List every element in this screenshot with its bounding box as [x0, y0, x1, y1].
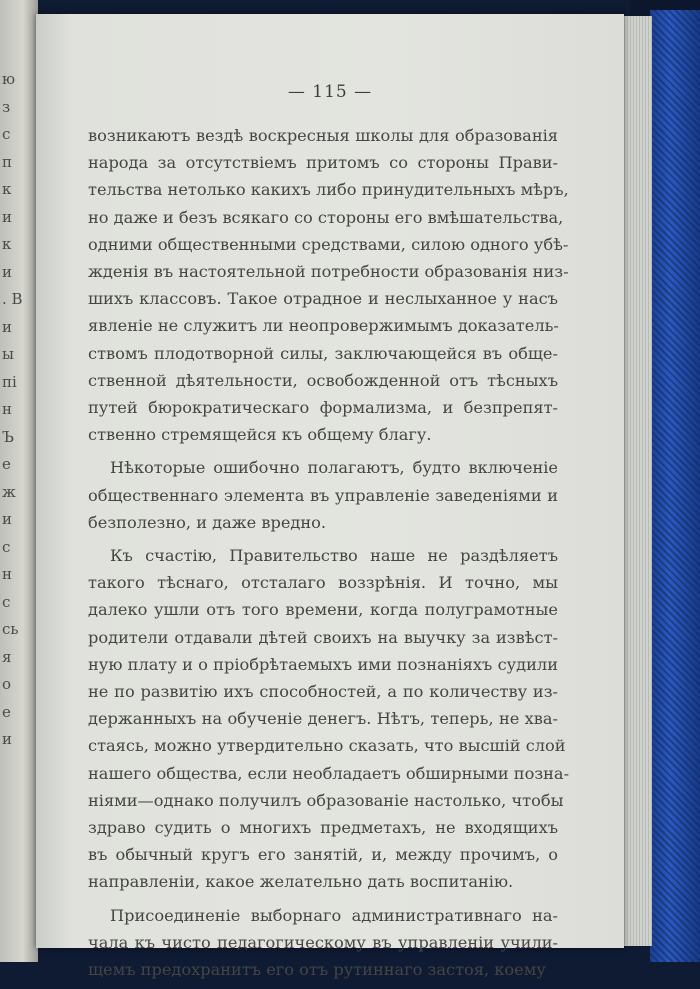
- left-page-fragment: с: [2, 592, 11, 611]
- text-line: стаясь, можно утвердительно сказать, что высшій слой: [88, 736, 566, 756]
- left-page-fragment: и: [2, 207, 12, 226]
- left-page-fragment: з: [2, 97, 11, 116]
- text-line: жденія въ настоятельной потребности образованія низ-: [88, 262, 569, 282]
- text-line: ствомъ плодотворной силы, заключающейся въ обще-: [88, 343, 558, 363]
- left-page-fragment: ж: [2, 482, 16, 501]
- text-line: безполезно, и даже вредно.: [88, 512, 327, 532]
- left-page-fragment: . В: [2, 290, 23, 308]
- text-line: держанныхъ на обученіе денегъ. Нѣтъ, теперь, не хва-: [88, 709, 558, 729]
- text-line: Присоединеніе выборнаго административнаго на-: [110, 905, 558, 925]
- left-page-fragment: к: [2, 180, 12, 198]
- left-page-fragment: с: [2, 537, 11, 556]
- left-page-fragment: и: [2, 510, 12, 528]
- text-line: родители отдавали дѣтей своихъ на выучку за извѣст-: [88, 627, 558, 647]
- text-line: ственно стремящейся къ общему благу.: [88, 425, 432, 445]
- left-page-edge: [0, 0, 38, 962]
- text-line: народа за отсутствіемъ притомъ со стороны Прави-: [88, 153, 558, 173]
- text-line: путей бюрократическаго формализма, и безпрепят-: [88, 398, 558, 418]
- body-text: [88, 122, 570, 989]
- paragraph: [88, 122, 569, 448]
- left-page-fragment: Ъ: [2, 427, 14, 446]
- text-line: здраво судить о многихъ предметахъ, не входящихъ: [88, 818, 558, 838]
- left-page-fragment: е: [2, 455, 11, 473]
- text-line: чала къ чисто педагогическому въ управленіи учили-: [88, 932, 558, 952]
- text-line: явленіе не служитъ ли неопровержимымъ доказатель-: [88, 316, 559, 336]
- text-line: Къ счастію, Правительство наше не раздѣляетъ: [110, 546, 558, 566]
- text-line: направленіи, какое желательно дать воспитанію.: [88, 872, 514, 892]
- left-page-fragment: п: [2, 152, 12, 171]
- text-line: ственной дѣятельности, освобожденной отъ тѣсныхъ: [88, 370, 558, 390]
- left-page-fragment: н: [2, 400, 12, 418]
- left-page-fragment: ы: [2, 345, 14, 363]
- left-page-fragment: и: [2, 730, 12, 748]
- text-line: одними общественными средствами, силою одного убѣ-: [88, 234, 569, 254]
- text-line: шихъ классовъ. Такое отрадное и неслыханное у насъ: [88, 289, 558, 309]
- paragraph: [88, 542, 570, 896]
- text-line: возникаютъ вездѣ воскресныя школы для образованія: [88, 126, 558, 145]
- text-line: щемъ предохранитъ его отъ рутиннаго застоя, коему: [88, 960, 546, 980]
- text-line: нашего общества, если необладаетъ обширными позна-: [88, 763, 570, 783]
- left-page-fragment: с: [2, 125, 11, 143]
- text-line: далеко ушли отъ того времени, когда полуграмотные: [88, 600, 558, 620]
- left-page-fragment: и: [2, 317, 12, 336]
- text-line: ніями—однако получилъ образованіе настолько, чтобы: [88, 790, 564, 810]
- text-line: ную плату и о пріобрѣтаемыхъ ими познаніяхъ судили: [88, 654, 558, 674]
- text-line: такого тѣснаго, отсталаго воззрѣнія. И точно, мы: [88, 573, 558, 593]
- book-cover: [650, 10, 700, 962]
- page-number: — 115 —: [287, 82, 373, 102]
- left-page-fragment: к: [2, 235, 12, 253]
- book-page: [36, 14, 624, 980]
- text-line: общественнаго элемента въ управленіе заведеніями и: [88, 485, 558, 505]
- left-page-fragment: ю: [2, 70, 16, 88]
- text-line: не по развитію ихъ способностей, а по количеству из-: [88, 682, 558, 702]
- text-line: въ обычный кругъ его занятій, и, между прочимъ, о: [88, 845, 558, 865]
- left-page-fragment: о: [2, 675, 12, 693]
- left-page-fragment: н: [2, 565, 12, 583]
- paragraph: [88, 902, 558, 984]
- left-page-fragment: сь: [2, 620, 19, 638]
- paragraph: [88, 454, 558, 536]
- left-page-fragment: е: [2, 702, 11, 721]
- text-line: тельства нетолько какихъ либо принудительныхъ мѣръ,: [88, 180, 569, 200]
- text-line: Нѣкоторые ошибочно полагаютъ, будто включеніе: [110, 458, 558, 478]
- left-page-fragment: я: [2, 647, 12, 666]
- left-page-fragment: и: [2, 262, 12, 281]
- text-line: но даже и безъ всякаго со стороны его вмѣшательства,: [88, 207, 564, 227]
- left-page-fragment: пі: [2, 372, 17, 391]
